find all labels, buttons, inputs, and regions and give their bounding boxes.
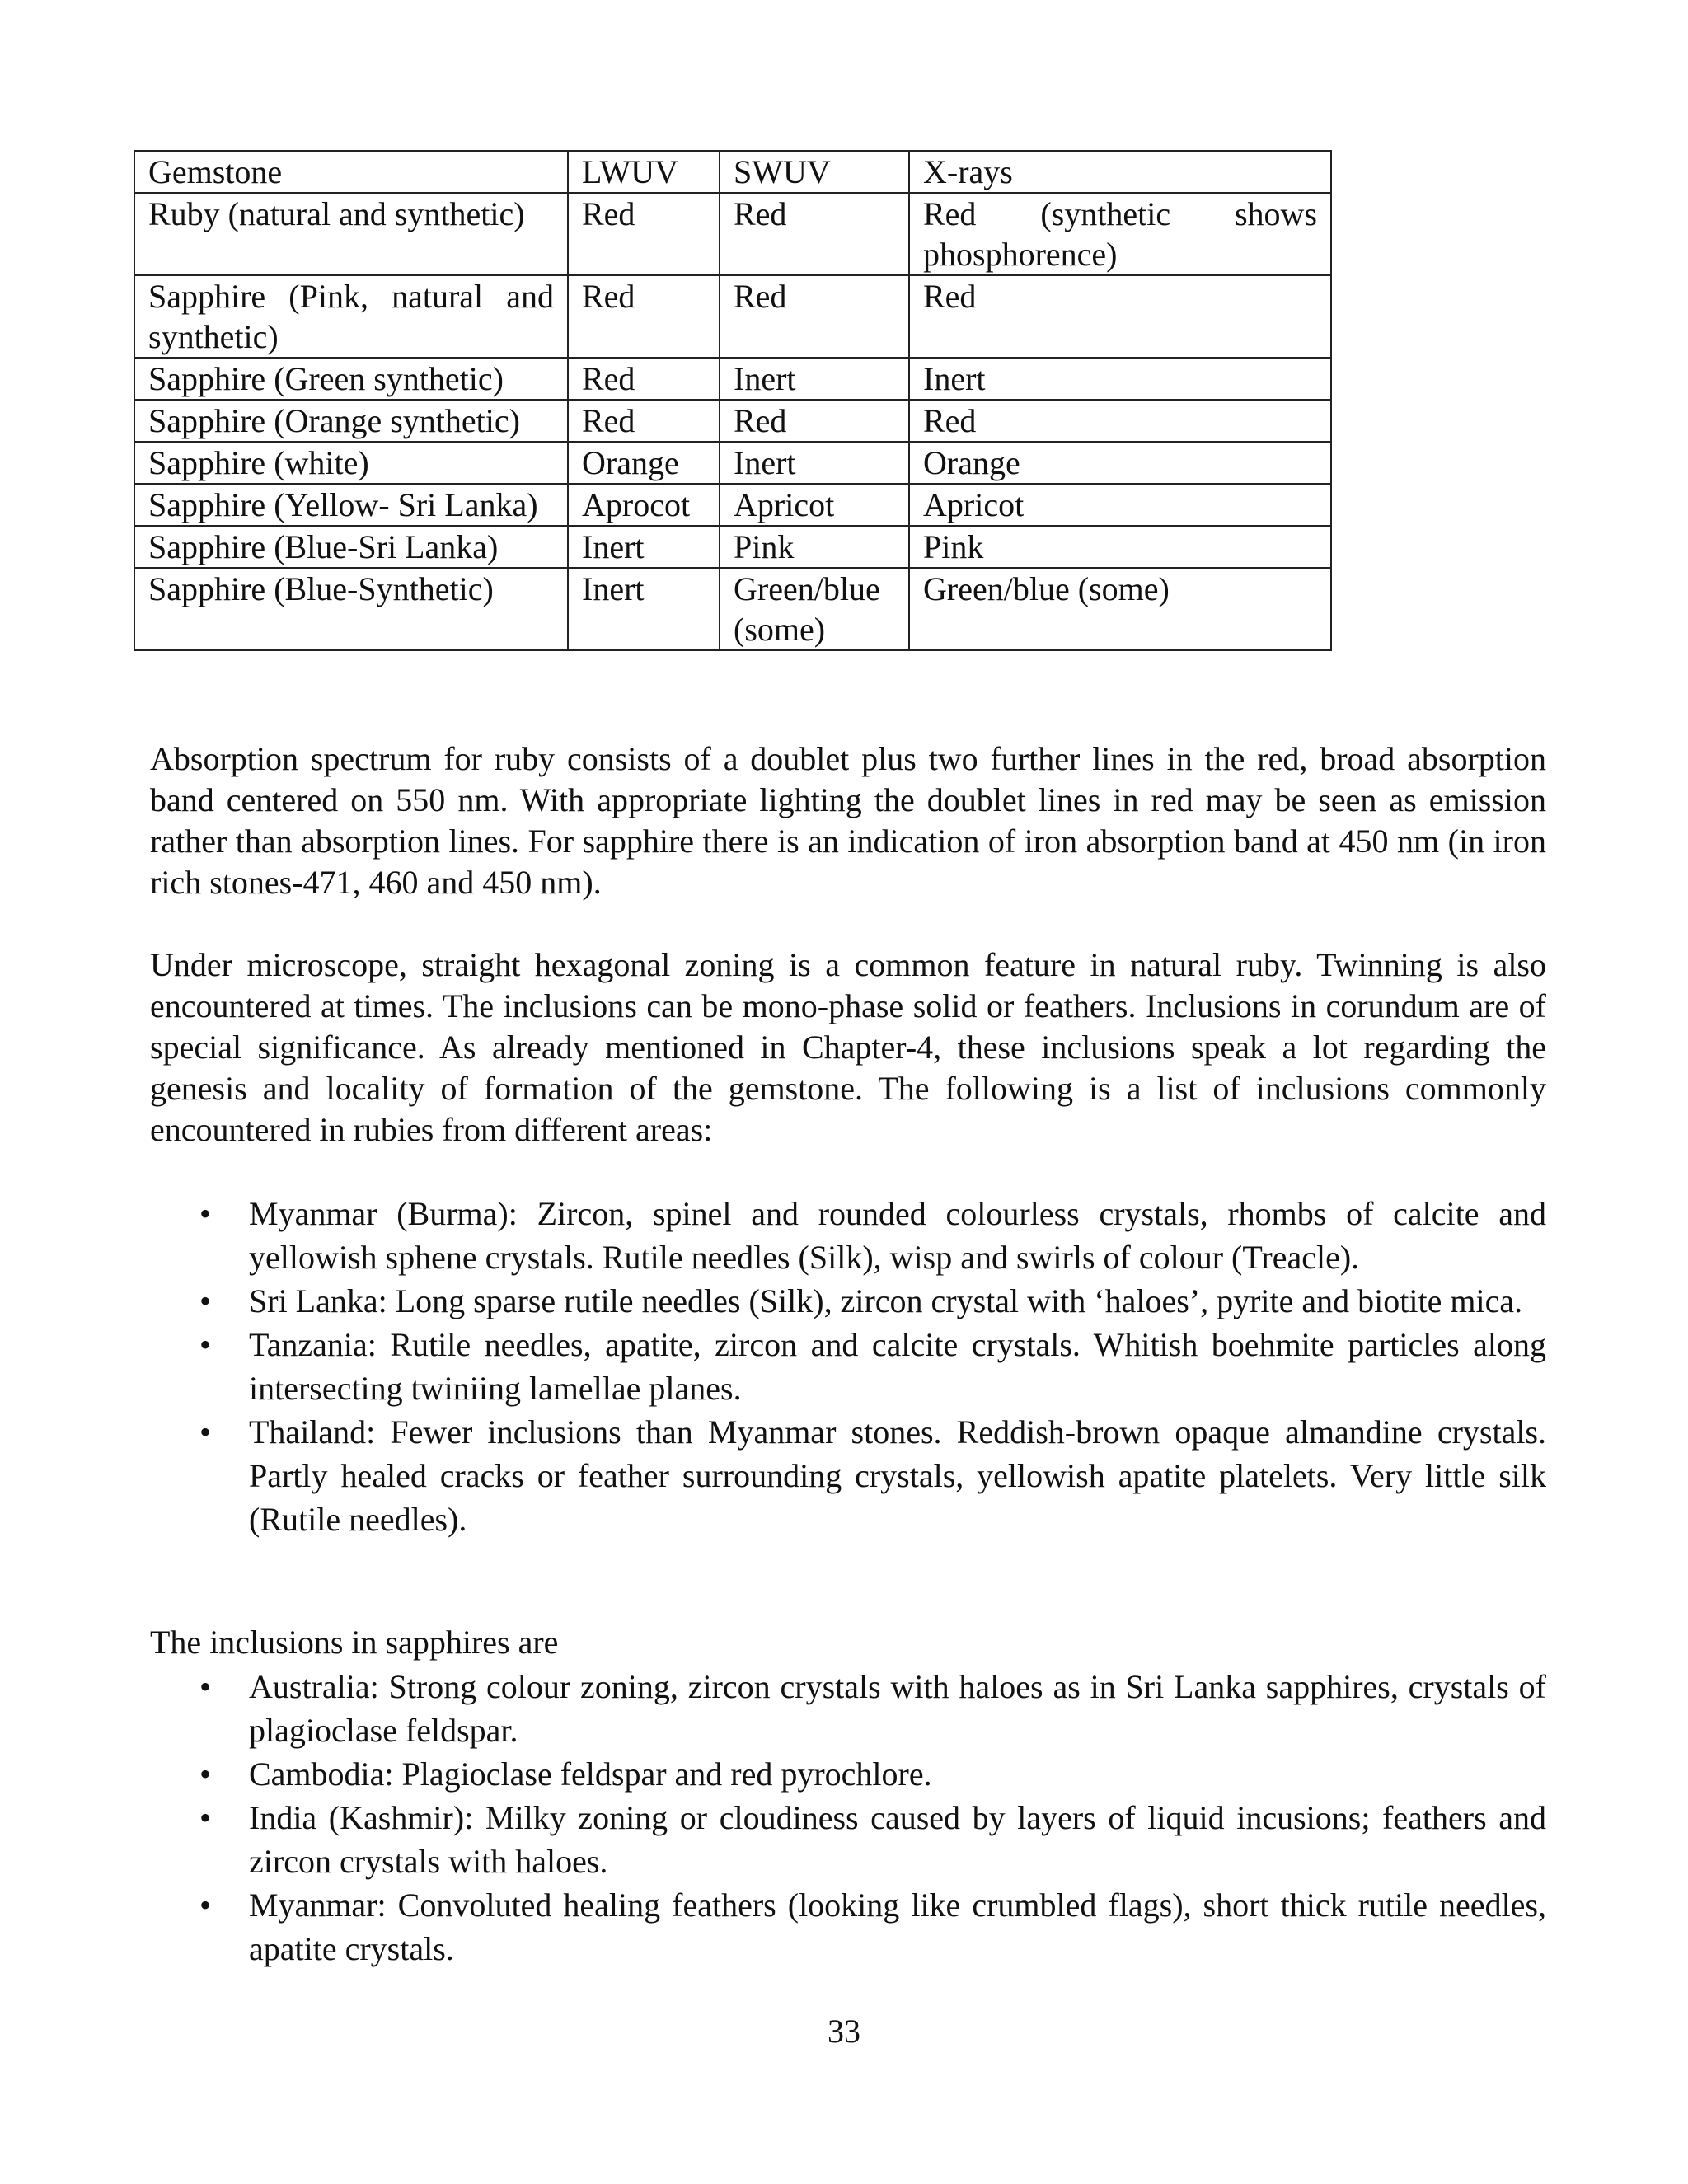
bullet-icon: • <box>199 1886 212 1924</box>
table-row <box>134 526 1331 568</box>
bullet-icon: • <box>199 1799 212 1836</box>
table-cell: Red <box>720 400 909 442</box>
table-header-cell: Gemstone <box>134 151 568 193</box>
list-item <box>150 1410 1546 1541</box>
list-item <box>150 1665 1546 1752</box>
list-item-text: Thailand: Fewer inclusions than Myanmar stones. Reddish-brown opaque almandine crystals. Partly healed cracks or feather surrounding crystals, yellowish apatite platelets. Very little silk (Rutile needles). <box>249 1413 1546 1538</box>
bullet-icon: • <box>199 1326 212 1363</box>
list-item-text: Myanmar: Convoluted healing feathers (looking like crumbled flags), short thick rutile needles, apatite crystals. <box>249 1886 1546 1967</box>
table-header-cell: SWUV <box>720 151 909 193</box>
table-cell: Inert <box>568 526 720 568</box>
list-item-text: Tanzania: Rutile needles, apatite, zircon and calcite crystals. Whitish boehmite particles along intersecting twiniing lamellae planes. <box>249 1326 1546 1407</box>
table-row <box>134 484 1331 526</box>
table-cell: Inert <box>909 358 1331 400</box>
table-row <box>134 193 1331 275</box>
table-cell: Ruby (natural and synthetic) <box>134 193 568 275</box>
bullet-icon: • <box>199 1668 212 1705</box>
table-cell: Apricot <box>909 484 1331 526</box>
list-item <box>150 1323 1546 1410</box>
list-item-text: Cambodia: Plagioclase feldspar and red pyrochlore. <box>249 1755 932 1793</box>
table-cell: Apricot <box>720 484 909 526</box>
table-cell: Sapphire (Green synthetic) <box>134 358 568 400</box>
bullet-icon: • <box>199 1755 212 1793</box>
table-cell: Aprocot <box>568 484 720 526</box>
list-item <box>150 1752 1546 1796</box>
bullet-icon: • <box>199 1282 212 1319</box>
fluorescence-table <box>134 150 1332 651</box>
bullet-icon: • <box>199 1413 212 1451</box>
table-cell: Inert <box>720 442 909 484</box>
sapphire-lead-text: The inclusions in sapphires are <box>150 1624 559 1661</box>
table-row <box>134 442 1331 484</box>
table-cell: Red <box>568 358 720 400</box>
table-cell: Sapphire (white) <box>134 442 568 484</box>
table-cell: Sapphire (Yellow- Sri Lanka) <box>134 484 568 526</box>
list-item <box>150 1192 1546 1279</box>
table-cell: Inert <box>720 358 909 400</box>
list-item <box>150 1796 1546 1883</box>
table-cell: Pink <box>909 526 1331 568</box>
table-cell: Green/blue (some) <box>909 568 1331 650</box>
list-item-text: Australia: Strong colour zoning, zircon crystals with haloes as in Sri Lanka sapphires, crystals of plagioclase feldspar. <box>249 1668 1546 1749</box>
table-cell: Red <box>909 400 1331 442</box>
table-row <box>134 275 1331 358</box>
table-cell: Sapphire (Blue-Synthetic) <box>134 568 568 650</box>
table-header-cell: X-rays <box>909 151 1331 193</box>
table-cell: Red <box>568 400 720 442</box>
table-cell: Red <box>568 193 720 275</box>
table-header-row <box>134 151 1331 193</box>
table-cell: Sapphire (Orange synthetic) <box>134 400 568 442</box>
table-cell: Red <box>909 275 1331 358</box>
bullet-icon: • <box>199 1195 212 1232</box>
ruby-inclusions-list <box>150 1192 1546 1541</box>
list-item <box>150 1883 1546 1971</box>
page-number: 33 <box>828 2013 860 2050</box>
table-cell: Sapphire (Pink, natural and synthetic) <box>134 275 568 358</box>
list-item-text: India (Kashmir): Milky zoning or cloudiness caused by layers of liquid incusions; feathers and zircon crystals with haloes. <box>249 1799 1546 1880</box>
table-cell: Green/blue (some) <box>720 568 909 650</box>
sapphire-inclusions-list <box>150 1665 1546 1971</box>
table-cell: Red (synthetic shows phosphorence) <box>909 193 1331 275</box>
table-cell: Red <box>720 275 909 358</box>
table-cell: Pink <box>720 526 909 568</box>
list-item-text: Myanmar (Burma): Zircon, spinel and rounded colourless crystals, rhombs of calcite and yellowish sphene crystals. Rutile needles (Silk), wisp and swirls of colour (Treacle). <box>249 1195 1546 1276</box>
table-row <box>134 358 1331 400</box>
table-cell: Orange <box>568 442 720 484</box>
list-item-text: Sri Lanka: Long sparse rutile needles (Silk), zircon crystal with ‘haloes’, pyrite and biotite mica. <box>249 1282 1523 1319</box>
table-cell: Sapphire (Blue-Sri Lanka) <box>134 526 568 568</box>
absorption-paragraph: Absorption spectrum for ruby consists of a doublet plus two further lines in the red, broad absorption band centered on 550 nm. With appropriate lighting the doublet lines in red may be seen as emission rather than absorption lines. For sapphire there is an indication of iron absorption band at 450 nm (in iron rich stones-471, 460 and 450 nm). <box>150 740 1546 901</box>
table-row <box>134 400 1331 442</box>
table-cell: Orange <box>909 442 1331 484</box>
table-header-cell: LWUV <box>568 151 720 193</box>
list-item <box>150 1279 1546 1323</box>
table-cell: Inert <box>568 568 720 650</box>
table-cell: Red <box>720 193 909 275</box>
microscope-paragraph: Under microscope, straight hexagonal zoning is a common feature in natural ruby. Twinning is also encountered at times. The inclusions can be mono-phase solid or feathers. Inclusions in corundum are of special significance. As already mentioned in Chapter-4, these inclusions speak a lot regarding the genesis and locality of formation of the gemstone. The following is a list of inclusions commonly encountered in rubies from different areas: <box>150 946 1546 1148</box>
table-row <box>134 568 1331 650</box>
table-cell: Red <box>568 275 720 358</box>
